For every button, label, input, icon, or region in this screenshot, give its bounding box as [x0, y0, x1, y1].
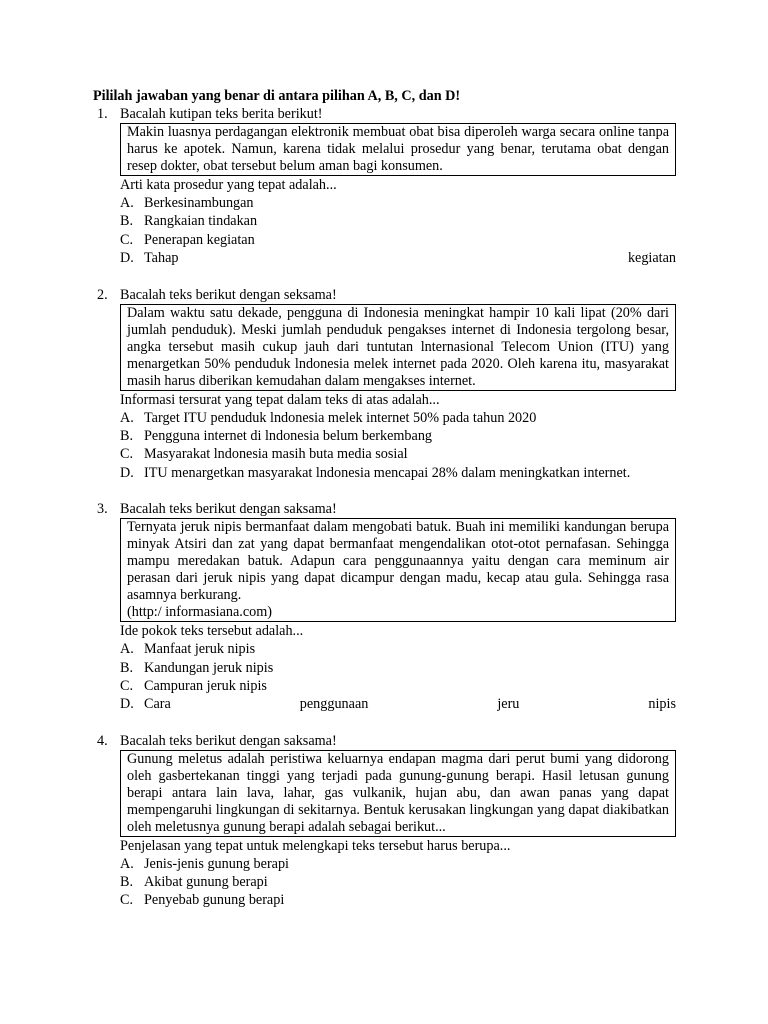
option-letter: C. — [120, 892, 134, 909]
option-word: Tahap — [144, 250, 179, 267]
option-word: penggunaan — [299, 696, 369, 713]
option-b[interactable] — [120, 873, 676, 891]
option-letter: B. — [120, 213, 134, 230]
passage-text: Makin luasnya perdagangan elektronik membuat obat bisa diperoleh warga secara online tanpa harus ke apotek. Namun, karena tidak melalui prosedur yang benar, terutama obat dengan resep dokter, obat tersebut belum aman bagi konsumen. — [127, 124, 669, 174]
passage-text: Dalam waktu satu dekade, pengguna di Indonesia meningkat hampir 10 kali lipat (20% dari jumlah penduduk). Meski jumlah penduduk pengakses internet di Indonesia tergolong besar, angka tersebut masih cukup jauh dari tuntutan lnternasional Telecom Union (ITU) yang menargetkan 50% penduduk lndonesia melek internet pada 2020. Oleh karena itu, masyarakat masih harus diberikan kemudahan dalam mengakses internet. — [127, 304, 669, 389]
option-word: jeru — [497, 696, 520, 713]
option-list — [93, 409, 676, 483]
option-letter: A. — [120, 195, 134, 211]
option-letter: C. — [120, 231, 134, 248]
option-letter: D. — [120, 464, 134, 481]
question-header — [93, 286, 676, 304]
option-text: Kandungan jeruk nipis — [144, 659, 274, 676]
question-4 — [93, 732, 676, 910]
option-text: Campuran jeruk nipis — [144, 677, 267, 694]
option-text: Target ITU penduduk lndonesia melek internet 50% pada tahun 2020 — [144, 409, 537, 426]
passage-source: (http:/ informasiana.com) — [127, 604, 272, 621]
question-prompt: Arti kata prosedur yang tepat adalah... — [120, 177, 337, 193]
passage-box — [120, 123, 676, 176]
question-number: 1. — [97, 106, 108, 122]
option-list — [93, 855, 676, 910]
option-letter: B. — [120, 874, 134, 891]
option-text — [144, 695, 676, 713]
option-letter: B. — [120, 427, 134, 444]
passage-text: Gunung meletus adalah peristiwa keluarnya endapan magma dari perut bumi yang didorong oleh gasbertekanan tinggi yang terjadi pada gunung-gunung berapi. Hasil letusan gunung berapi antara lain lava, lahar, gas vulkanik, hujan abu, dan awan panas yang dapat mempengaruhi lingkungan di sekitarnya. Bentuk kerusakan lingkungan yang dapat diakibatkan oleh meletusnya gunung berapi adalah sebagai berikut... — [127, 750, 669, 835]
option-letter: A. — [120, 641, 134, 658]
option-text: Penerapan kegiatan — [144, 231, 255, 248]
option-b[interactable] — [120, 212, 676, 230]
option-text: Penyebab gunung berapi — [144, 892, 285, 909]
option-c[interactable] — [120, 891, 676, 909]
option-text: Akibat gunung berapi — [144, 874, 268, 891]
option-text: Rangkaian tindakan — [144, 213, 258, 230]
spacer — [93, 482, 676, 500]
option-letter: C. — [120, 446, 134, 463]
question-header — [93, 500, 676, 518]
option-text: Manfaat jeruk nipis — [144, 641, 256, 658]
option-b[interactable] — [120, 427, 676, 445]
question-prompt: Ide pokok teks tersebut adalah... — [120, 623, 304, 640]
option-a[interactable] — [120, 194, 676, 212]
question-text: Bacalah teks berikut dengan saksama! — [120, 501, 337, 518]
option-letter: B. — [120, 659, 134, 676]
option-a[interactable] — [120, 855, 676, 873]
question-number: 4. — [97, 732, 108, 749]
option-letter: D. — [120, 696, 134, 713]
spacer — [93, 268, 676, 286]
question-text: Bacalah kutipan teks berita berikut! — [120, 106, 323, 122]
option-letter: D. — [120, 250, 134, 267]
question-1 — [93, 105, 676, 268]
question-prompt: Informasi tersurat yang tepat dalam teks di atas adalah... — [120, 391, 440, 408]
instruction-heading: Pililah jawaban yang benar di antara pilihan A, B, C, dan D! — [93, 88, 461, 104]
option-d[interactable] — [120, 464, 676, 482]
question-prompt: Penjelasan yang tepat untuk melengkapi teks tersebut harus berupa... — [120, 837, 511, 854]
spacer — [93, 714, 676, 732]
option-text: ITU menargetkan masyarakat lndonesia mencapai 28% dalam meningkatkan internet. — [144, 464, 631, 481]
option-list — [93, 640, 676, 714]
option-b[interactable] — [120, 659, 676, 677]
option-word: kegiatan — [627, 250, 676, 267]
option-text: Jenis-jenis gunung berapi — [144, 855, 289, 872]
option-word: Cara — [144, 696, 171, 713]
option-c[interactable] — [120, 445, 676, 463]
passage-box — [120, 518, 676, 622]
option-d[interactable] — [120, 249, 676, 267]
option-d[interactable] — [120, 695, 676, 713]
option-c[interactable] — [120, 231, 676, 249]
option-c[interactable] — [120, 677, 676, 695]
question-text: Bacalah teks berikut dengan seksama! — [120, 286, 337, 303]
option-word: nipis — [648, 696, 676, 713]
question-3 — [93, 500, 676, 714]
option-a[interactable] — [120, 409, 676, 427]
question-header — [93, 732, 676, 750]
passage-box — [120, 750, 676, 837]
option-list — [93, 194, 676, 268]
passage-box — [120, 304, 676, 391]
passage-text: Ternyata jeruk nipis bermanfaat dalam mengobati batuk. Buah ini memiliki kandungan berupa minyak Atsiri dan zat yang dapat bermanfaat mengendalikan otot-otot pernafasan. Sehingga mampu meredakan batuk. Adapun cara penggunaannya yaitu dengan cara meminum air perasan dari jeruk nipis yang dapat dicampur dengan madu, kecap atau gula. Sehingga rasa asamnya berkurang. — [127, 519, 669, 604]
question-text: Bacalah teks berikut dengan saksama! — [120, 732, 337, 749]
option-a[interactable] — [120, 640, 676, 658]
question-number: 3. — [97, 501, 108, 518]
option-letter: C. — [120, 677, 134, 694]
question-2 — [93, 286, 676, 483]
option-text: Pengguna internet di lndonesia belum berkembang — [144, 427, 433, 444]
option-letter: A. — [120, 409, 134, 426]
question-number: 2. — [97, 286, 108, 303]
question-header — [93, 105, 676, 123]
option-text: Masyarakat lndonesia masih buta media sosial — [144, 446, 408, 463]
option-text: Berkesinambungan — [144, 195, 254, 211]
option-letter: A. — [120, 855, 134, 872]
option-text — [144, 249, 676, 267]
exam-page — [93, 87, 676, 910]
